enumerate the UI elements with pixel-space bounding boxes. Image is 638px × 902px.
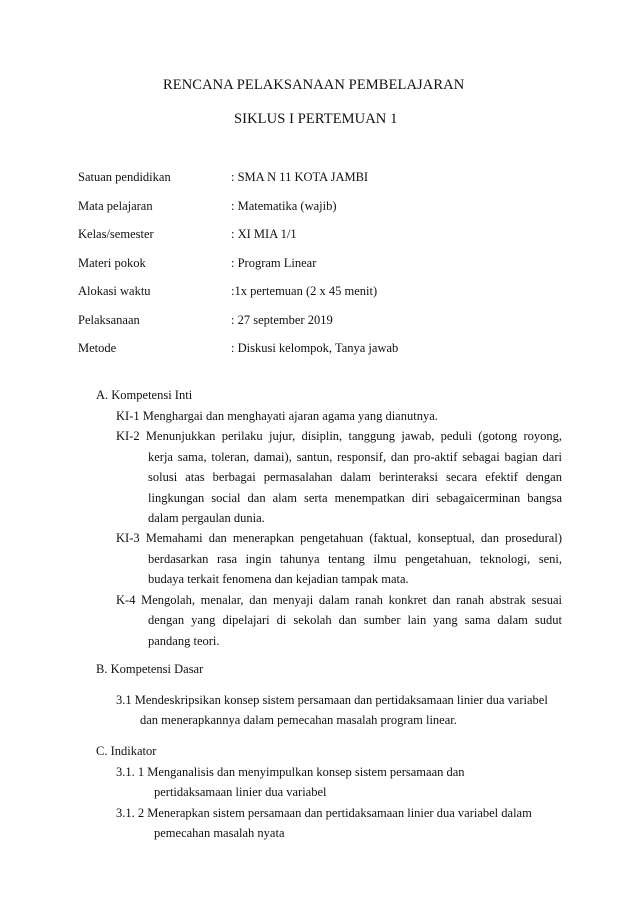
info-value: : Program Linear [231, 256, 317, 270]
ki-4-line: pandang teori. [148, 634, 220, 648]
info-value: : Diskusi kelompok, Tanya jawab [231, 341, 399, 355]
ki-2-line: kerja sama, toleran, damai), santun, responsif, dan pro-aktif sebagai bagian dari [148, 450, 562, 464]
info-label: Pelaksanaan [78, 313, 140, 327]
ki-3-line: budaya terkait fenomena dan kejadian tampak mata. [148, 572, 409, 586]
info-label: Metode [78, 341, 117, 355]
indicator-line: 3.1. 2 Menerapkan sistem persamaan dan pertidaksamaan linier dua variabel dalam [116, 806, 532, 820]
info-value: : Matematika (wajib) [231, 199, 337, 213]
info-label: Satuan pendidikan [78, 170, 171, 184]
info-label: Kelas/semester [78, 227, 154, 241]
ki-4-line: K-4 Mengolah, menalar, dan menyaji dalam ranah konkret dan ranah abstrak sesuai [116, 593, 562, 607]
ki-2-line: solusi atas berbagai permasalahan dalam berinteraksi secara efektif dengan [148, 470, 562, 484]
info-value: : 27 september 2019 [231, 313, 333, 327]
section-heading: A. Kompetensi Inti [96, 388, 193, 402]
section-heading: C. Indikator [96, 744, 157, 758]
info-label: Alokasi waktu [78, 284, 151, 298]
info-value: : SMA N 11 KOTA JAMBI [231, 170, 369, 184]
kd-line: 3.1 Mendeskripsikan konsep sistem persamaan dan pertidaksamaan linier dua variabel [116, 693, 548, 707]
ki-2-line: dalam pergaulan dunia. [148, 511, 265, 525]
info-value: :1x pertemuan (2 x 45 menit) [231, 284, 378, 298]
indicator-line: pemecahan masalah nyata [154, 826, 285, 840]
section-heading: B. Kompetensi Dasar [96, 662, 204, 676]
kd-line: dan menerapkannya dalam pemecahan masalah program linear. [140, 713, 457, 727]
indicator-line: 3.1. 1 Menganalisis dan menyimpulkan konsep sistem persamaan dan [116, 765, 465, 779]
ki-3-line: KI-3 Memahami dan menerapkan pengetahuan (faktual, konseptual, dan prosedural) [116, 531, 562, 545]
ki-2-line: KI-2 Menunjukkan perilaku jujur, disiplin, tanggung jawab, peduli (gotong royong, [116, 429, 562, 443]
indicator-line: pertidaksamaan linier dua variabel [154, 785, 327, 799]
ki-2-line: lingkungan social dan alam serta menempatkan diri sebagaicerminan bangsa [148, 491, 562, 505]
document-subtitle: SIKLUS I PERTEMUAN 1 [234, 111, 398, 127]
info-value: : XI MIA 1/1 [231, 227, 297, 241]
document-title: RENCANA PELAKSANAAN PEMBELAJARAN [163, 77, 465, 93]
ki-1-text: KI-1 Menghargai dan menghayati ajaran agama yang dianutnya. [116, 409, 438, 423]
info-label: Materi pokok [78, 256, 146, 270]
info-label: Mata pelajaran [78, 199, 153, 213]
ki-3-line: berdasarkan rasa ingin tahunya tentang ilmu pengetahuan, teknologi, seni, [148, 552, 562, 566]
ki-4-line: dengan yang dipelajari di sekolah dan sumber lain yang sama dalam sudut [148, 613, 562, 627]
